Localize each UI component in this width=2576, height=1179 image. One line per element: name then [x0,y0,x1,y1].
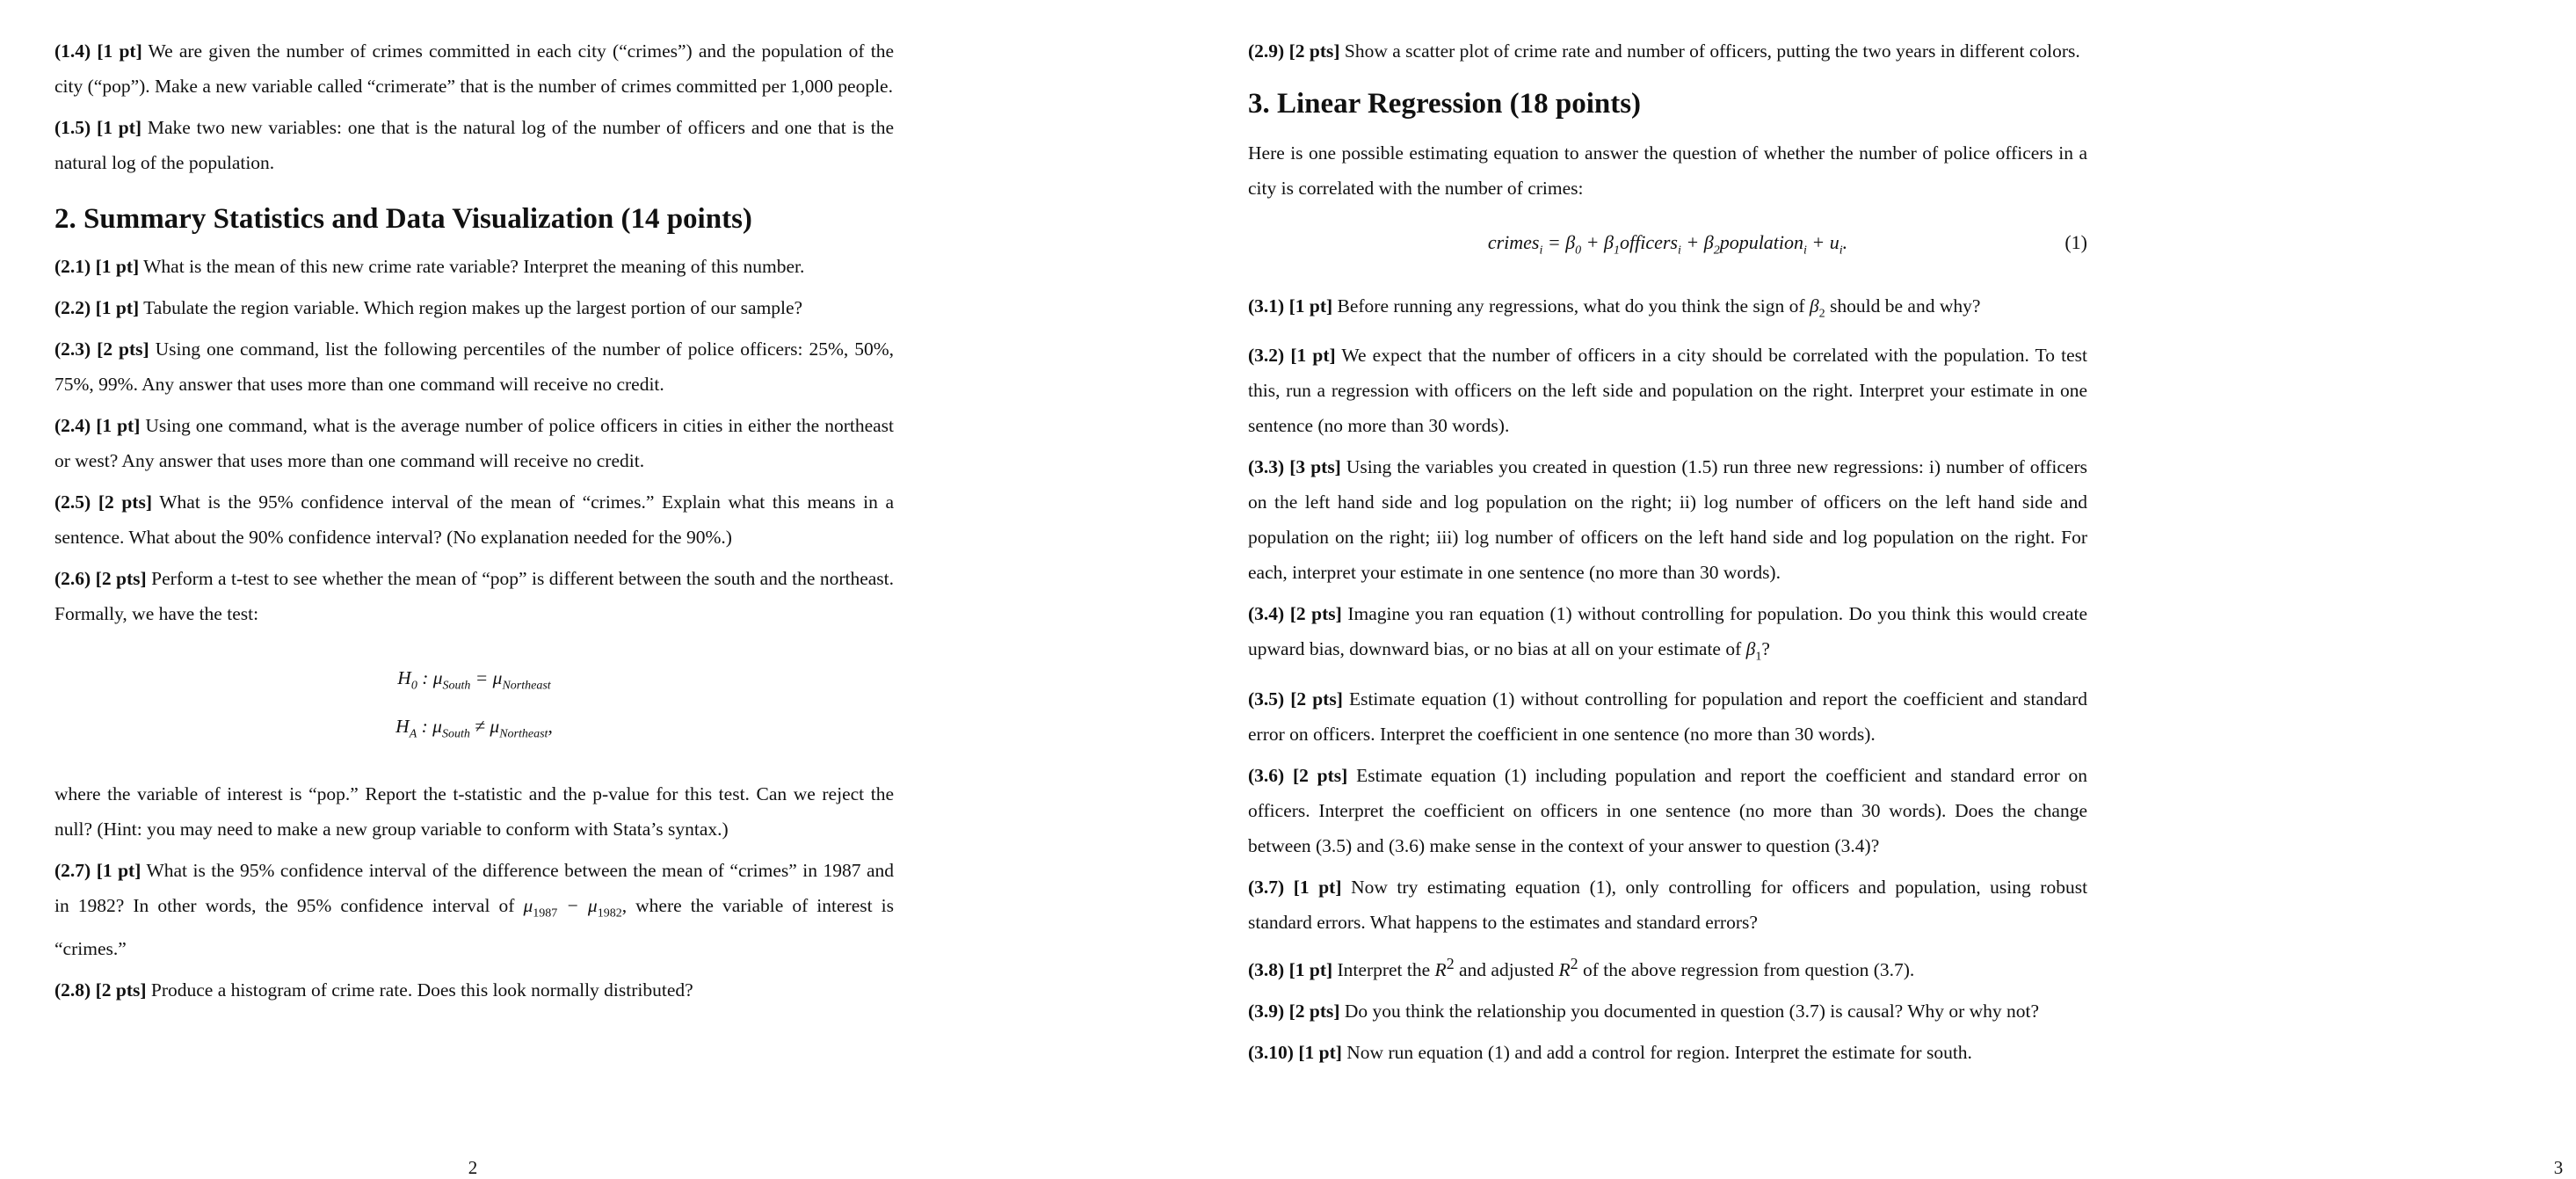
question-1-4: (1.4) [1 pt] We are given the number of crimes committed in each city (“crimes”) and the population of the city (“pop”). Make a new variable called “crimerate” that is the number of crimes committed per 1,000 people. [54,40,894,97]
question-3-8: (3.8) [1 pt] Interpret the $R^2$ and adjusted $R^2$ of the above regression from question (3.7). [1248,954,1915,980]
section-3-heading: 3. Linear Regression (18 points) [1248,88,1642,120]
section-3-intro: Here is one possible estimating equation to answer the question of whether the number of police officers in a city is correlated with the number of crimes: [1248,142,2087,199]
section-2-heading: 2. Summary Statistics and Data Visualization (14 points) [54,203,752,235]
question-2-7: (2.7) [1 pt] What is the 95% confidence interval of the difference between the mean of “crimes” in 1987 and in 1982? In other words, the 95% confidence interval of $\mu_{1987} - \mu_{1982}$, where the variable of interest is “crimes.” [54,859,895,959]
question-3-6: (3.6) [2 pts] Estimate equation (1) including population and report the coefficient and standard error on officers. Interpret the coefficient on officers in one sentence (no more than 30 words). Does the change between (3.5) and (3.6) make sense in the context of your answer to question (3.4)? [1248,764,2088,856]
question-2-5: (2.5) [2 pts] What is the 95% confidence interval of the mean of “crimes.” Explain what this means in a sentence. What about the 90% confidence interval? (No explanation needed for the 90%.) [54,491,894,548]
question-2-1: (2.1) [1 pt] What is the mean of this new crime rate variable? Interpret the meaning of this number. [54,256,805,277]
page-2-content [54,33,894,1014]
question-3-9: (3.9) [2 pts] Do you think the relationship you documented in question (3.7) is causal? Why or why not? [1248,1000,2040,1022]
question-2-8: (2.8) [2 pts] Produce a histogram of crime rate. Does this look normally distributed? [54,979,693,1001]
question-2-6-continued: where the variable of interest is “pop.” Report the t-statistic and the p-value for this test. Can we reject the null? (Hint: you may need to make a new group variable to conform with Stata’s syntax.) [54,782,894,840]
null-hypothesis: $H_0$ : $\mu_{South} = \mu_{Northeast}$ [397,667,551,693]
page-2 [0,0,1085,1178]
question-2-4: (2.4) [1 pt] Using one command, what is the average number of police officers in cities in either the northeast or west? Any answer that uses more than one command will receive no credit. [54,415,895,471]
question-2-9: (2.9) [2 pts] Show a scatter plot of crime rate and number of officers, putting the two years in different colors. [1248,40,2080,62]
page-number: 3 [2553,1157,2564,1178]
question-1-5: (1.5) [1 pt] Make two new variables: one that is the natural log of the number of officers and one that is the natural log of the population. [54,117,895,173]
question-2-3: (2.3) [2 pts] Using one command, list the following percentiles of the number of police officers: 25%, 50%, 75%, 99%. Any answer that uses more than one command will receive no credit. [54,338,895,395]
hypothesis-equations [54,658,894,755]
alternative-hypothesis: $H_A$ : $\mu_{South} \ne \mu_{Northeast}$, [395,716,553,741]
question-3-1: (3.1) [1 pt] Before running any regressions, what do you think the sign of $\beta_2$ should be and why? [1248,295,1981,321]
question-2-2: (2.2) [1 pt] Tabulate the region variable. Which region makes up the largest portion of our sample? [54,297,803,318]
page-3-content [1248,33,2087,1076]
question-3-7: (3.7) [1 pt] Now try estimating equation (1), only controlling for officers and population, using robust standard errors. What happens to the estimates and standard errors? [1248,876,2088,933]
page-3 [1085,0,2564,1178]
question-3-4: (3.4) [2 pts] Imagine you ran equation (1) without controlling for population. Do you think this would create upward bias, downward bias, or no bias at all on your estimate of $\beta_1$? [1248,603,2088,664]
equation-number: (1) [2064,231,2087,253]
question-3-5: (3.5) [2 pts] Estimate equation (1) without controlling for population and report the coefficient and standard error on officers. Interpret the coefficient in one sentence (no more than 30 words). [1248,688,2088,745]
regression-equation: crimes$_i$ = $\beta_0$ + $\beta_1officers_i$ + $\beta_2population_i + u_i$. (1) [1248,225,2087,260]
question-2-6: (2.6) [2 pts] Perform a t-test to see whether the mean of “pop” is different between the south and the northeast. Formally, we have the test: [54,568,895,624]
question-3-2: (3.2) [1 pt] We expect that the number of officers in a city should be correlated with the population. To test this, run a regression with officers on the left side and population on the right. Interpret your estimate in one sentence (no more than 30 words). [1248,345,2088,437]
page-number: 2 [468,1157,478,1178]
question-3-3: (3.3) [3 pts] Using the variables you created in question (1.5) run three new regressions: i) number of officers on the left hand side and log population on the right; ii) log number of officers on the left hand side and population on the right; iii) log number of officers on the left hand side and log population on the right. For each, interpret your estimate in one sentence (no more than 30 words). [1248,456,2088,584]
question-3-10: (3.10) [1 pt] Now run equation (1) and add a control for region. Interpret the estimate for south. [1248,1041,1972,1063]
